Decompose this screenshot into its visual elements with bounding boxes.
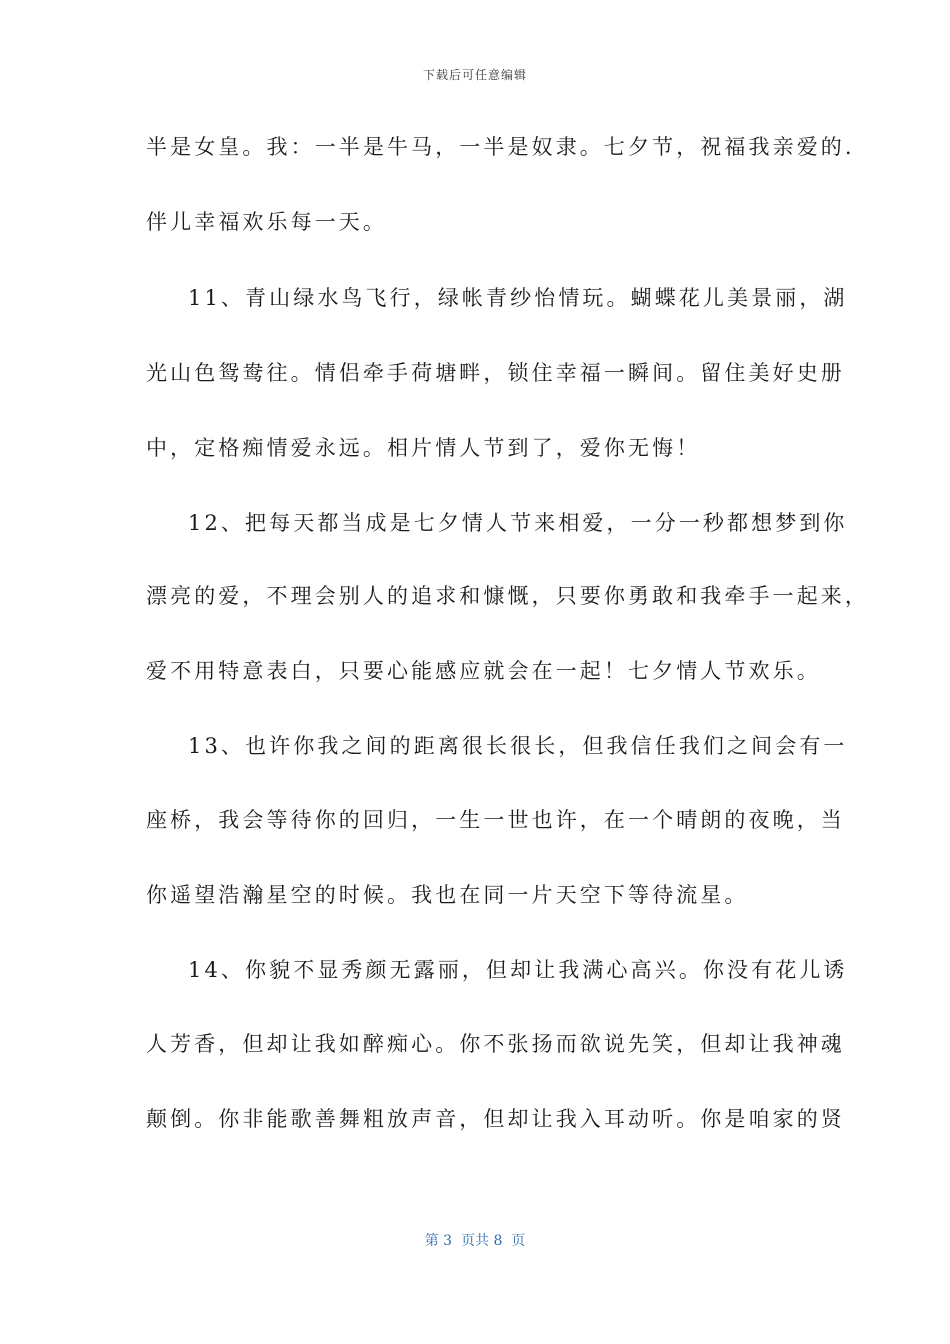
text-line: 半是女皇。我：一半是牛马，一半是奴隶。七夕节，祝福我亲爱的. <box>146 135 855 159</box>
text-line: 伴儿幸福欢乐每一天。 <box>146 210 387 234</box>
text-line: 爱不用特意表白，只要心能感应就会在一起！七夕情人节欢乐。 <box>146 659 821 683</box>
paragraph-start: 11、青山绿水鸟飞行，绿帐青纱怡情玩。蝴蝶花儿美景丽，湖 <box>188 286 848 310</box>
text-line: 光山色鸳鸯往。情侣牵手荷塘畔，锁住幸福一瞬间。留住美好史册 <box>146 361 845 385</box>
page-header: 下载后可任意编辑 <box>422 68 527 82</box>
text-line: 座桥，我会等待你的回归，一生一世也许，在一个晴朗的夜晚，当 <box>146 808 845 832</box>
text-line: 你遥望浩瀚星空的时候。我也在同一片天空下等待流星。 <box>146 883 749 907</box>
paragraph-start: 13、也许你我之间的距离很长很长，但我信任我们之间会有一 <box>188 734 848 758</box>
paragraph-start: 12、把每天都当成是七夕情人节来相爱，一分一秒都想梦到你 <box>188 511 848 535</box>
text-line: 颠倒。你非能歌善舞粗放声音，但却让我入耳动听。你是咱家的贤 <box>146 1107 845 1131</box>
page-number-footer: 第 3 页共 8 页 <box>424 1233 526 1249</box>
text-line: 人芳香，但却让我如醉痴心。你不张扬而欲说先笑，但却让我神魂 <box>146 1032 845 1056</box>
paragraph-start: 14、你貌不显秀颜无露丽，但却让我满心高兴。你没有花儿诱 <box>188 958 848 982</box>
text-line: 中，定格痴情爱永远。相片情人节到了，爱你无悔！ <box>146 436 701 460</box>
text-line: 漂亮的爱，不理会别人的追求和慷慨，只要你勇敢和我牵手一起来， <box>146 584 869 608</box>
